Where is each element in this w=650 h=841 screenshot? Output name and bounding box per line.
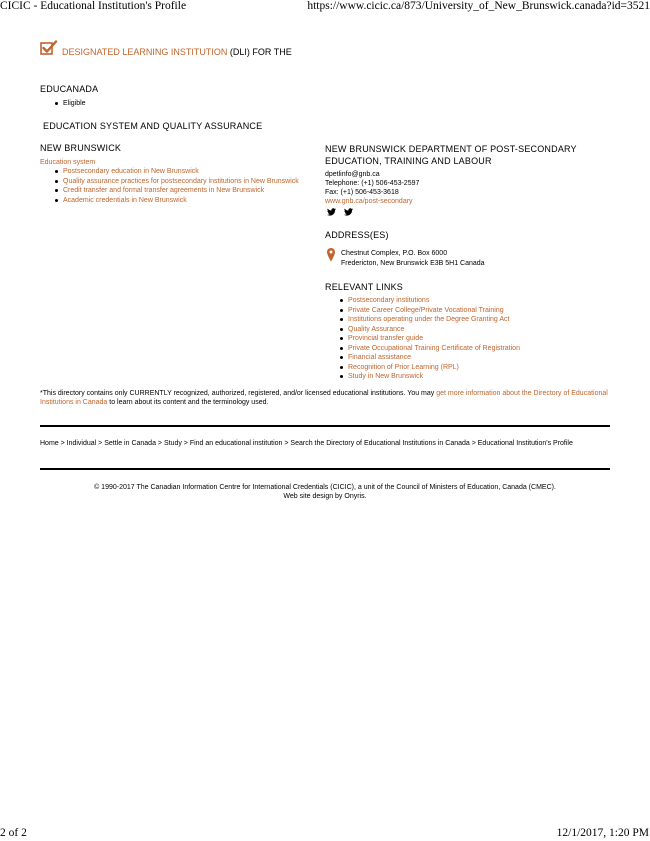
list-item-link[interactable]: Recognition of Prior Learning (RPL): [340, 363, 520, 373]
print-header-title: CICIC - Educational Institution's Profile: [0, 0, 187, 12]
email-text[interactable]: dpetlinfo@gnb.ca: [325, 171, 380, 178]
directory-info-link[interactable]: get more information about the Directory of Educational Institutions in Canada: [40, 390, 608, 406]
dli-title-rest: (DLI) FOR THE: [227, 47, 292, 57]
print-footer-page: 2 of 2: [0, 827, 27, 839]
map-pin-icon: [327, 248, 335, 268]
addresses-heading: ADDRESS(ES): [325, 230, 389, 240]
breadcrumb: Home > Individual > Settle in Canada > Study > Find an educational institution > Search the Directory of Educational Institutions in Canada > Educational Institution's Profile: [40, 440, 573, 447]
dli-heading: [40, 40, 292, 57]
list-item-link[interactable]: Private Occupational Training Certificate of Registration: [340, 344, 520, 354]
directory-note: [40, 389, 610, 407]
department-heading-line2: EDUCATION, TRAINING AND LABOUR: [325, 156, 492, 166]
note-text-start: *This directory contains only CURRENTLY recognized, authorized, registered, and/or licensed educational institutions. You may: [40, 390, 437, 397]
list-item-link[interactable]: Credit transfer and formal transfer agreements in New Brunswick: [55, 186, 299, 196]
list-item-link[interactable]: Private Career College/Private Vocational Training: [340, 306, 520, 316]
list-item-link[interactable]: Study in New Brunswick: [340, 372, 520, 382]
relevant-links-heading: RELEVANT LINKS: [325, 282, 403, 292]
design-credit: Web site design by Onyris.: [283, 493, 367, 500]
list-item-link[interactable]: Academic credentials in New Brunswick: [55, 196, 299, 206]
dli-title: [62, 47, 292, 57]
educanada-list: [55, 99, 86, 109]
twitter-icon[interactable]: [327, 208, 336, 218]
dli-title-highlight: DESIGNATED LEARNING INSTITUTION: [62, 47, 228, 57]
department-heading: [325, 143, 595, 167]
list-item-link[interactable]: Postsecondary education in New Brunswick: [55, 167, 299, 177]
department-heading-line1: NEW BRUNSWICK DEPARTMENT OF POST-SECONDARY: [325, 144, 577, 154]
website-link[interactable]: www.gnb.ca/post-secondary: [325, 198, 413, 205]
address-text: [341, 249, 485, 268]
print-footer-date: 12/1/2017, 1:20 PM: [556, 827, 649, 839]
educanada-heading: EDUCANADA: [40, 84, 99, 94]
list-item-link[interactable]: Financial assistance: [340, 353, 520, 363]
new-brunswick-heading: NEW BRUNSWICK: [40, 143, 122, 153]
list-item: Eligible: [55, 99, 86, 109]
print-header-url: https://www.cicic.ca/873/University_of_New_Brunswick.canada?id=3521: [307, 0, 650, 12]
address-line1: Chestnut Complex, P.O. Box 6000: [341, 250, 448, 257]
fax-text: Fax: (+1) 506-453-3618: [325, 189, 399, 196]
copyright-block: [40, 483, 610, 501]
list-item-link[interactable]: Quality Assurance: [340, 325, 520, 335]
list-item-link[interactable]: Postsecondary institutions: [340, 296, 520, 306]
social-links: [327, 208, 353, 218]
divider: [40, 468, 610, 470]
address-block: [327, 248, 485, 268]
contact-info: [325, 170, 419, 206]
new-brunswick-links: [55, 167, 299, 205]
divider: [40, 425, 610, 427]
list-item-link[interactable]: Quality assurance practices for postsecondary institutions in New Brunswick: [55, 177, 299, 187]
note-text-end: to learn about its content and the terminology used.: [107, 399, 269, 406]
education-system-link[interactable]: Education system: [40, 159, 96, 166]
telephone-text: Telephone: (+1) 506-453-2597: [325, 180, 420, 187]
list-item-link[interactable]: Institutions operating under the Degree Granting Act: [340, 315, 520, 325]
esqa-heading: EDUCATION SYSTEM AND QUALITY ASSURANCE: [43, 121, 263, 131]
twitter-icon[interactable]: [344, 208, 353, 218]
list-item-link[interactable]: Provincial transfer guide: [340, 334, 520, 344]
address-line2: Fredericton, New Brunswick E3B 5H1 Canada: [341, 259, 485, 267]
copyright-text: © 1990-2017 The Canadian Information Centre for International Credentials (CICIC), a unit of the Council of Ministers of Education, Canada (CMEC).: [94, 484, 556, 491]
relevant-links-list: [340, 296, 520, 382]
checkbox-checked-icon: [40, 40, 58, 56]
